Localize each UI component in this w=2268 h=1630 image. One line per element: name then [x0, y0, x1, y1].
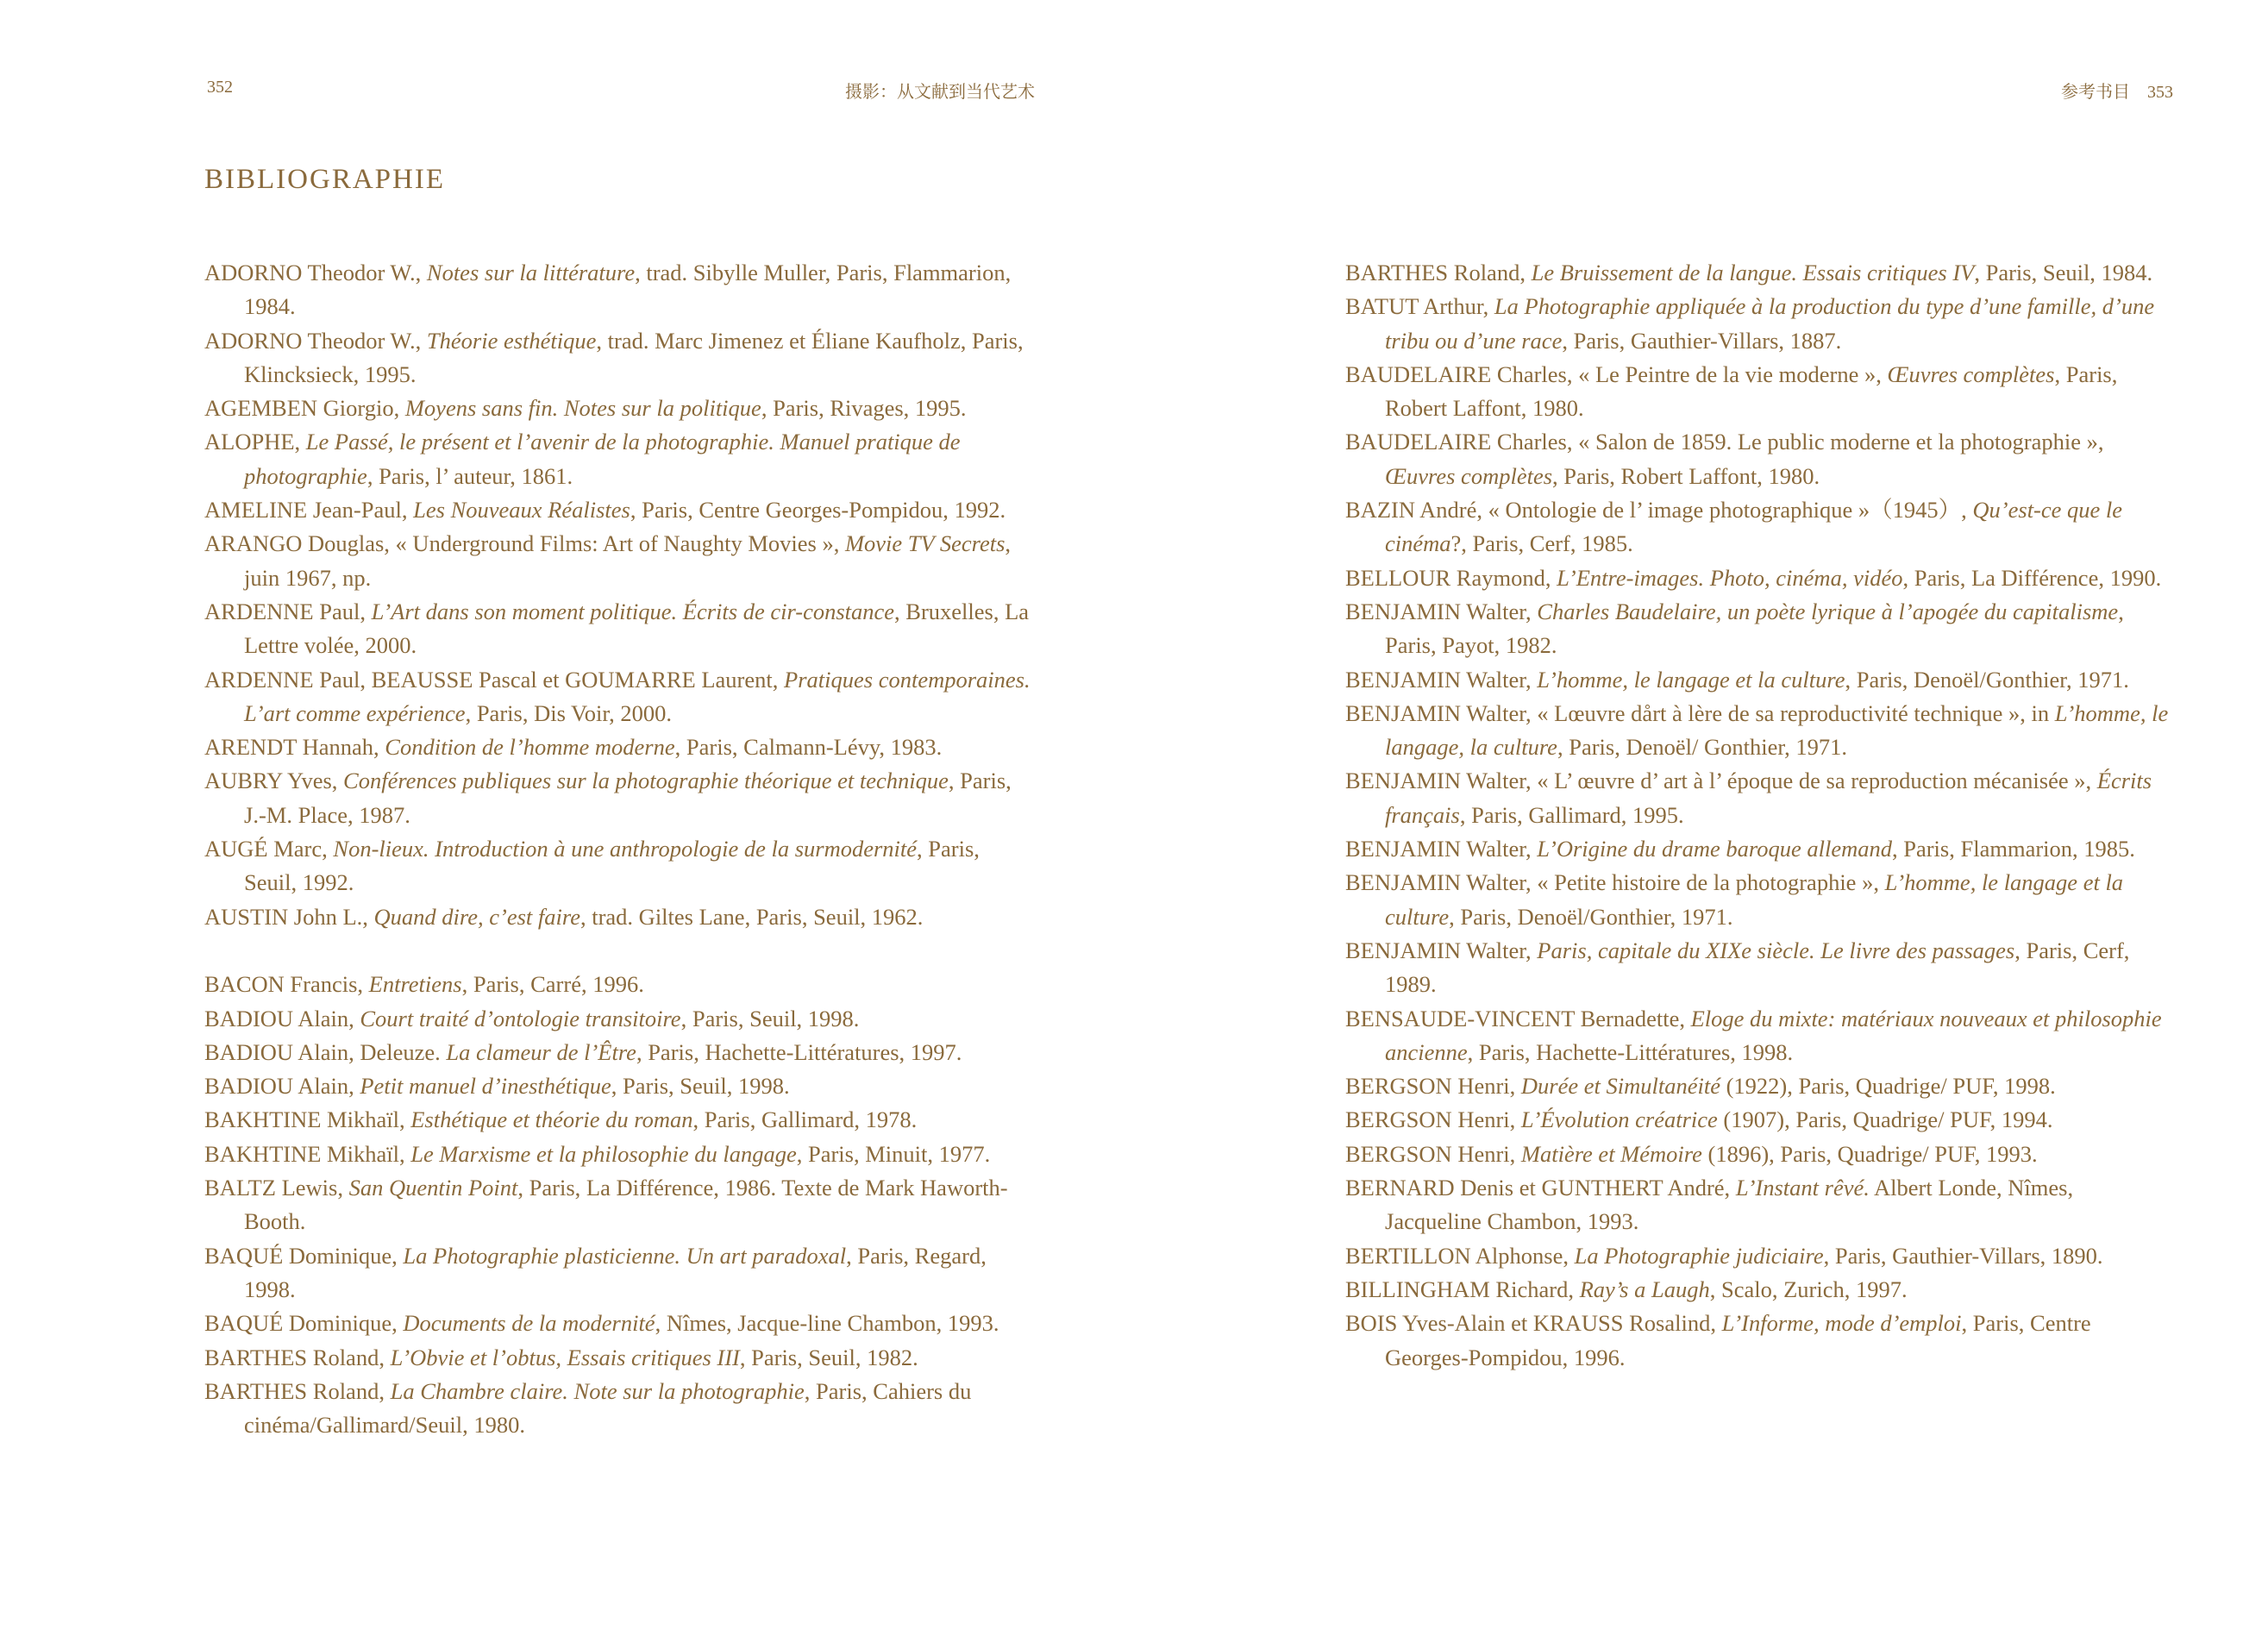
entry-author: BENJAMIN Walter,	[1345, 937, 1538, 963]
entry-publication: (1922), Paris, Quadrige/ PUF, 1998.	[1720, 1073, 2056, 1100]
entry-publication: , Nîmes, Jacque-line Chambon, 1993.	[655, 1310, 999, 1337]
entry-title: Condition de l’homme moderne	[385, 734, 675, 761]
entry-author: BADIOU Alain,	[204, 1073, 360, 1100]
entry-author: BERGSON Henri,	[1345, 1107, 1521, 1133]
bibliography-entry	[204, 968, 1032, 1001]
entry-title: La Photographie appliquée à la production du type d’une famille, d’une tribu ou d’une race	[1385, 293, 2155, 354]
bibliography-entry	[1345, 1002, 2173, 1070]
bibliography-entry	[1345, 1103, 2173, 1137]
entry-title: Durée et Simultanéité	[1520, 1073, 1720, 1100]
entry-publication: , Paris, Seuil, 1984.	[1974, 260, 2153, 285]
entry-title: Théorie esthétique	[426, 327, 597, 354]
entry-author: BENJAMIN Walter, « Lœuvre dårt à lère de sa reproductivité technique », in	[1345, 699, 2055, 726]
entry-publication: , Paris, J.-M. Place, 1987.	[244, 768, 1012, 828]
entry-title: L’Art dans son moment politique. Écrits de cir-constance	[371, 598, 895, 624]
entry-author: ADORNO Theodor W.,	[204, 327, 427, 354]
bibliography-entry	[1345, 290, 2173, 358]
right-page-number: 353	[2147, 83, 2173, 102]
bibliography-entry	[204, 1103, 1032, 1137]
entry-author: BATUT Arthur,	[1345, 293, 1494, 320]
entry-author: BENJAMIN Walter,	[1345, 836, 1538, 862]
entry-publication: , Paris, Centre Georges-Pompidou, 1992.	[630, 497, 1006, 523]
entry-publication: , Paris, Cahiers du cinéma/Gallimard/Seuil, 1980.	[244, 1377, 972, 1439]
bibliography-entry	[1345, 1171, 2173, 1239]
entry-author: BELLOUR Raymond,	[1345, 564, 1557, 591]
entry-publication: , Paris, Hachette-Littératures, 1997.	[636, 1038, 962, 1065]
entry-title: Le Passé, le présent et l’avenir de la photographie. Manuel pratique de photographie	[244, 429, 961, 489]
entry-title: Le Marxisme et la philosophie du langage	[410, 1140, 797, 1167]
bibliography-entry	[1345, 595, 2173, 663]
entry-author: BARTHES Roland,	[1345, 260, 1532, 285]
entry-author: BAQUÉ Dominique,	[204, 1242, 404, 1269]
entry-author: BOIS Yves-Alain et KRAUSS Rosalind,	[1345, 1310, 1722, 1337]
entry-publication: , Paris, Gallimard, 1995.	[1459, 801, 1684, 828]
entry-title: La Photographie judiciaire	[1574, 1242, 1824, 1269]
bibliography-entry	[204, 1171, 1032, 1239]
entry-publication: Albert Londe, Nîmes, Jacqueline Chambon, 1993.	[1385, 1175, 2074, 1235]
entry-author: BAKHTINE Mikhaïl,	[204, 1140, 411, 1167]
section-title: BIBLIOGRAPHIE	[204, 164, 445, 195]
bibliography-entry	[1345, 561, 2173, 595]
entry-title: L’homme, le langage, la culture	[1385, 699, 2169, 761]
entry-author: ALOPHE,	[204, 429, 306, 455]
bibliography-entry	[204, 1069, 1032, 1103]
entry-title: Eloge du mixte: matériaux nouveaux et philosophie ancienne	[1385, 1005, 2162, 1065]
entry-title: Les Nouveaux Réalistes	[413, 497, 630, 523]
entry-author: BENJAMIN Walter,	[1345, 666, 1538, 693]
entry-publication: , Paris, Robert Laffont, 1980.	[1385, 360, 2118, 422]
bibliography-entry	[204, 1239, 1032, 1307]
bibliography-entry	[1345, 256, 2173, 290]
running-head-book-title: 摄影：从文献到当代艺术	[845, 83, 1035, 102]
entry-author: BAUDELAIRE Charles, « Salon de 1859. Le public moderne et la photographie »,	[1345, 429, 2104, 455]
entry-publication: , Paris, Calmann-Lévy, 1983.	[674, 734, 943, 761]
entry-author: BAUDELAIRE Charles, « Le Peintre de la vie moderne »,	[1345, 360, 1888, 387]
bibliography-entry	[1345, 1138, 2173, 1171]
entry-title: Non-lieux. Introduction à une anthropologie de la surmodernité	[333, 836, 918, 862]
bibliography-entry	[1345, 1239, 2173, 1273]
entry-author: BENJAMIN Walter, « Petite histoire de la photographie »,	[1345, 869, 1885, 896]
entry-publication: , Paris, Payot, 1982.	[1385, 598, 2124, 659]
entry-author: AUBRY Yves,	[204, 768, 344, 794]
entry-publication: , Paris, Seuil, 1998.	[680, 1005, 860, 1031]
entry-title: Petit manuel d’inesthétique	[360, 1073, 611, 1100]
entry-author: AGEMBEN Giorgio,	[204, 395, 405, 422]
bibliography-entry	[1345, 866, 2173, 934]
bibliography-entry	[204, 595, 1032, 663]
entry-publication: , Paris, Seuil, 1982.	[739, 1344, 918, 1370]
entry-author: AUGÉ Marc,	[204, 836, 334, 862]
entry-publication: , Paris, Centre Georges-Pompidou, 1996.	[1385, 1310, 2091, 1370]
bibliography-entry	[1345, 663, 2173, 697]
entry-title: Ray’s a Laugh	[1579, 1276, 1710, 1302]
entry-author: ARDENNE Paul,	[204, 598, 372, 624]
bibliography-entry	[1345, 697, 2173, 765]
bibliography-entry	[204, 1138, 1032, 1171]
entry-publication: ?, Paris, Cerf, 1985.	[1450, 530, 1633, 557]
bibliography-entry	[204, 493, 1032, 527]
entry-title: Qu’est-ce que le cinéma	[1385, 497, 2123, 557]
entry-publication: , Paris, Seuil, 1992.	[244, 836, 980, 896]
entry-title: L’Origine du drame baroque allemand	[1537, 836, 1892, 862]
left-column	[204, 256, 1032, 1442]
entry-title: Œuvres complètes	[1887, 360, 2055, 387]
entry-title: Matière et Mémoire	[1520, 1140, 1702, 1167]
entry-publication: , Paris, Rivages, 1995.	[761, 395, 967, 422]
entry-author: BARTHES Roland,	[204, 1377, 391, 1404]
bibliography-entry	[204, 256, 1032, 324]
entry-title: Écrits français	[1385, 768, 2152, 828]
entry-author: ARANGO Douglas, « Underground Films: Art of Naughty Movies »,	[204, 530, 845, 557]
entry-author: BADIOU Alain,	[204, 1005, 360, 1031]
entry-author: AMELINE Jean-Paul,	[204, 497, 414, 523]
bibliography-entry	[1345, 1273, 2173, 1307]
entry-publication: , Paris, Seuil, 1998.	[611, 1073, 790, 1100]
entry-title: Entretiens	[368, 971, 462, 998]
entry-title: Moyens sans fin. Notes sur la politique	[404, 395, 761, 422]
bibliography-entry	[204, 1375, 1032, 1443]
entry-title: Paris, capitale du XIXe siècle. Le livre des passages	[1537, 937, 2015, 963]
bibliography-entry	[204, 1002, 1032, 1036]
entry-author: BERGSON Henri,	[1345, 1073, 1521, 1100]
entry-author: BALTZ Lewis,	[204, 1175, 349, 1201]
entry-title: L’Instant rêvé.	[1735, 1175, 1870, 1201]
entry-title: La Photographie plasticienne. Un art paradoxal	[403, 1242, 847, 1269]
bibliography-entry	[204, 1341, 1032, 1375]
entry-publication: , Paris, Minuit, 1977.	[796, 1140, 991, 1167]
bibliography-entry	[1345, 493, 2173, 561]
entry-title: San Quentin Point	[348, 1175, 518, 1201]
entry-publication: , Paris, Hachette-Littératures, 1998.	[1467, 1038, 1794, 1065]
bibliography-entry	[1345, 425, 2173, 493]
bibliography-entry	[1345, 1069, 2173, 1103]
entry-title: Conférences publiques sur la photographie théorique et technique	[343, 768, 949, 794]
entry-publication: , Paris, La Différence, 1990.	[1902, 564, 2162, 591]
entry-title: L’Évolution créatrice	[1520, 1107, 1718, 1133]
entry-title: L’Entre-images. Photo, cinéma, vidéo	[1557, 564, 1903, 591]
entry-publication: , Paris, Robert Laffont, 1980.	[1552, 462, 1820, 489]
entry-title: Quand dire, c’est faire	[373, 903, 580, 930]
bibliography-entry	[204, 900, 1032, 934]
entry-publication: , Paris, Gauthier-Villars, 1887.	[1562, 327, 1842, 354]
entry-title: Movie TV Secrets	[844, 530, 1006, 557]
entry-publication: (1907), Paris, Quadrige/ PUF, 1994.	[1717, 1107, 2053, 1133]
bibliography-entry	[204, 425, 1032, 493]
entry-title: Court traité d’ontologie transitoire	[360, 1005, 681, 1031]
entry-title: Le Bruissement de la langue. Essais critiques IV	[1531, 260, 1975, 285]
entry-title: L’homme, le langage et la culture	[1537, 666, 1845, 693]
entry-publication: , Paris, Flammarion, 1985.	[1891, 836, 2135, 862]
entry-publication: , Paris, Denoël/Gonthier, 1971.	[1845, 666, 2129, 693]
entry-publication: , juin 1967, np.	[244, 530, 1012, 591]
entry-author: BERNARD Denis et GUNTHERT André,	[1345, 1175, 1736, 1201]
entry-publication: , Paris, Gauthier-Villars, 1890.	[1823, 1242, 2103, 1269]
entry-title: Esthétique et théorie du roman	[410, 1107, 693, 1133]
entry-author: BERTILLON Alphonse,	[1345, 1242, 1575, 1269]
entry-author: BENSAUDE-VINCENT Bernadette,	[1345, 1005, 1691, 1031]
entry-gap	[204, 934, 1032, 968]
right-column	[1345, 256, 2173, 1375]
running-head-right	[2061, 78, 2173, 103]
entry-author: BILLINGHAM Richard,	[1345, 1276, 1580, 1302]
entry-title: Œuvres complètes	[1385, 462, 1553, 489]
entry-publication: , trad. Giltes Lane, Paris, Seuil, 1962.	[580, 903, 924, 930]
running-head-section: 参考书目	[2061, 83, 2130, 102]
entry-publication: , Paris, l’ auteur, 1861.	[367, 462, 573, 489]
bibliography-entry	[1345, 358, 2173, 426]
entry-title: Documents de la modernité	[403, 1310, 655, 1337]
entry-title: La clameur de l’Être	[446, 1038, 636, 1065]
entry-publication: , Bruxelles, La Lettre volée, 2000.	[244, 598, 1030, 659]
entry-publication: , Paris, Dis Voir, 2000.	[465, 699, 672, 726]
bibliography-entry	[1345, 934, 2173, 1002]
entry-title: La Chambre claire. Note sur la photographie	[390, 1377, 805, 1404]
entry-publication: , Paris, Cerf, 1989.	[1385, 937, 2130, 998]
entry-author: BENJAMIN Walter,	[1345, 598, 1538, 624]
bibliography-entry	[204, 832, 1032, 900]
entry-publication: , Paris, Carré, 1996.	[461, 971, 644, 998]
bibliography-entry	[204, 527, 1032, 595]
entry-publication: (1896), Paris, Quadrige/ PUF, 1993.	[1701, 1140, 2038, 1167]
bibliography-entry	[204, 324, 1032, 392]
entry-publication: , Paris, Denoël/ Gonthier, 1971.	[1557, 734, 1847, 761]
entry-publication: , trad. Sibylle Muller, Paris, Flammarion, 1984.	[244, 260, 1012, 320]
entry-author: AUSTIN John L.,	[204, 903, 374, 930]
entry-title: L’homme, le langage et la culture	[1385, 869, 2124, 930]
entry-author: ARDENNE Paul, BEAUSSE Pascal et GOUMARRE Laurent,	[204, 666, 785, 693]
bibliography-entry	[204, 1036, 1032, 1069]
entry-title: Pratiques contemporaines. L’art comme expérience	[244, 666, 1031, 726]
bibliography-entry	[204, 663, 1032, 731]
entry-publication: , Paris, La Différence, 1986. Texte de Mark Haworth-Booth.	[244, 1175, 1008, 1235]
entry-publication: , Scalo, Zurich, 1997.	[1709, 1276, 1908, 1302]
entry-title: L’Informe, mode d’emploi	[1721, 1310, 1962, 1337]
entry-title: Charles Baudelaire, un poète lyrique à l’apogée du capitalisme	[1537, 598, 2119, 624]
bibliography-entry	[204, 1307, 1032, 1340]
entry-publication: , Paris, Gallimard, 1978.	[692, 1107, 918, 1133]
entry-author: ARENDT Hannah,	[204, 734, 385, 761]
bibliography-entry	[204, 764, 1032, 832]
entry-author: ADORNO Theodor W.,	[204, 260, 427, 285]
bibliography-entry	[1345, 764, 2173, 832]
entry-title: L’Obvie et l’obtus, Essais critiques III	[390, 1344, 740, 1370]
entry-author: BAKHTINE Mikhaïl,	[204, 1107, 411, 1133]
left-page-number: 352	[207, 78, 233, 97]
entry-publication: , Paris, Denoël/Gonthier, 1971.	[1449, 903, 1733, 930]
entry-publication: , Paris, Regard, 1998.	[244, 1242, 987, 1302]
entry-author: BAZIN André, « Ontologie de l’ image photographique »（1945）,	[1345, 497, 1973, 523]
entry-author: BARTHES Roland,	[204, 1344, 391, 1370]
entry-publication: , trad. Marc Jimenez et Éliane Kaufholz, Paris, Klincksieck, 1995.	[244, 327, 1024, 387]
entry-author: BADIOU Alain, Deleuze.	[204, 1038, 447, 1065]
entry-author: BERGSON Henri,	[1345, 1140, 1521, 1167]
bibliography-entry	[204, 730, 1032, 764]
bibliography-entry	[204, 392, 1032, 425]
bibliography-entry	[1345, 1307, 2173, 1375]
entry-author: BAQUÉ Dominique,	[204, 1310, 404, 1337]
entry-author: BENJAMIN Walter, « L’ œuvre d’ art à l’ époque de sa reproduction mécanisée »,	[1345, 768, 2097, 794]
bibliography-entry	[1345, 832, 2173, 866]
entry-author: BACON Francis,	[204, 971, 369, 998]
entry-title: Notes sur la littérature	[426, 260, 636, 285]
